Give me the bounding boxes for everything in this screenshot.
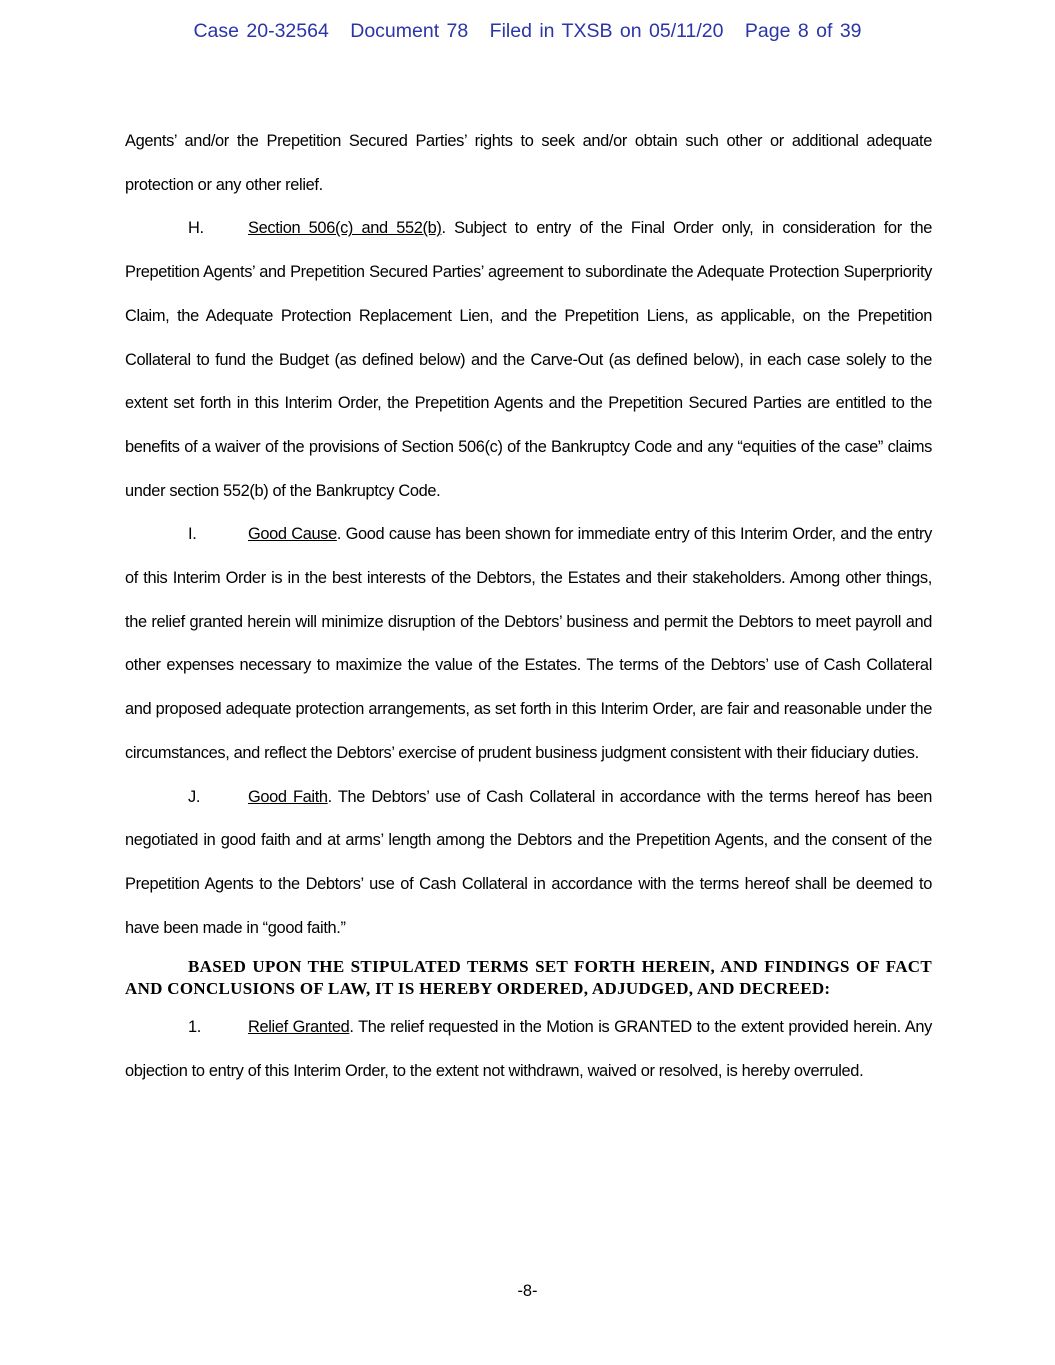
filed-date: Filed in TXSB on 05/11/20 <box>489 20 724 42</box>
document-number: Document 78 <box>350 20 469 42</box>
paragraph-j <box>125 776 932 951</box>
filing-header <box>0 20 1055 43</box>
paragraph-i <box>125 513 932 775</box>
continuation-text: Agents’ and/or the Prepetition Secured Parties’ rights to seek and/or obtain such other or additional adequate protection or any other relief. <box>125 132 932 194</box>
paragraph-j-heading: Good Faith <box>248 787 328 806</box>
paragraph-j-number: J. <box>188 787 201 806</box>
decree-heading: BASED UPON THE STIPULATED TERMS SET FORTH HEREIN, AND FINDINGS OF FACT AND CONCLUSIONS OF LAW, IT IS HEREBY ORDERED, ADJUDGED, AND DECREED: <box>125 957 932 999</box>
page-footer <box>0 1282 1055 1301</box>
page-number: -8- <box>517 1282 538 1300</box>
paragraph-j-text: . The Debtors’ use of Cash Collateral in accordance with the terms hereof has been negotiated in good faith and at arms’ length among the Debtors and the Prepetition Agents, and the consent of the Prepetition Agents to the Debtors’ use of Cash Collateral in accordance with the terms hereof shall be deemed to have been made in “good faith.” <box>125 787 932 937</box>
paragraph-1-heading: Relief Granted <box>248 1018 350 1037</box>
paragraph-h-text: . Subject to entry of the Final Order only, in consideration for the Prepetition Agents’ and Prepetition Secured Parties’ agreement to subordinate the Adequate Protection Superpriority Claim, the Adequate Protection Replacement Lien, and the Prepetition Liens, as applicable, on the Prepetition Collateral to fund the Budget (as defined below) and the Carve-Out (as defined below), in each case solely to the extent set forth in this Interim Order, the Prepetition Agents and the Prepetition Secured Parties are entitled to the benefits of a waiver of the provisions of Section 506(c) of the Bankruptcy Code and any “equities of the case” claims under section 552(b) of the Bankruptcy Code. <box>125 219 932 500</box>
document-body <box>125 120 932 1094</box>
page-of-total: Page 8 of 39 <box>744 20 862 42</box>
paragraph-i-heading: Good Cause <box>248 525 337 544</box>
continuation-paragraph <box>125 120 932 207</box>
paragraph-1-number: 1. <box>188 1018 201 1037</box>
paragraph-i-number: I. <box>188 525 197 544</box>
case-number: Case 20-32564 <box>193 20 329 42</box>
paragraph-h <box>125 207 932 513</box>
paragraph-h-heading: Section 506(c) and 552(b) <box>248 219 442 238</box>
paragraph-1-text: . The relief requested in the Motion is GRANTED to the extent provided herein. Any objection to entry of this Interim Order, to the extent not withdrawn, waived or resolved, is hereby overruled. <box>125 1018 932 1081</box>
paragraph-1 <box>125 1006 932 1093</box>
paragraph-h-number: H. <box>188 219 204 238</box>
paragraph-i-text: . Good cause has been shown for immediate entry of this Interim Order, and the entry of this Interim Order is in the best interests of the Debtors, the Estates and their stakeholders. Among other things, the relief granted herein will minimize disruption of the Debtors’ business and permit the Debtors to meet payroll and other expenses necessary to maximize the value of the Estates. The terms of the Debtors’ use of Cash Collateral and proposed adequate protection arrangements, as set forth in this Interim Order, are fair and reasonable under the circumstances, and reflect the Debtors’ exercise of prudent business judgment consistent with their fiduciary duties. <box>125 525 933 762</box>
